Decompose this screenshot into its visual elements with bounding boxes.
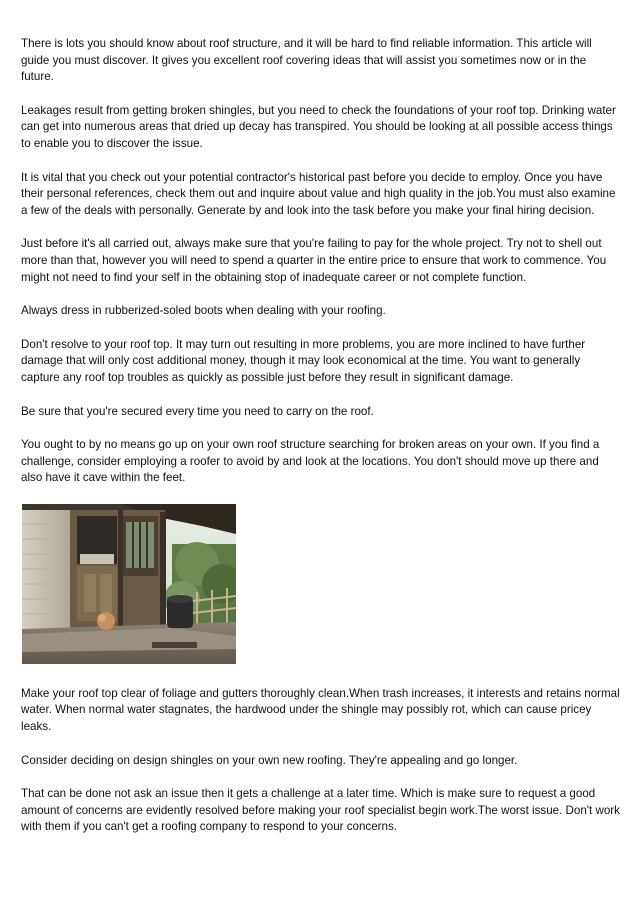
paragraph-7: Be sure that you're secured every time you need to carry on the roof. [21, 404, 374, 418]
paragraph-10: Consider deciding on design shingles on your own new roofing. They're appealing and go longer. [21, 753, 518, 767]
paragraph-6: Don't resolve to your roof top. It may turn out resulting in more problems, you are more inclined to have further damage that will only cost additional money, though it may look economical at the time. You want to generally capture any roof top troubles as quickly as possible just before they result in significant damage. [21, 337, 586, 384]
paragraph-8: You ought to by no means go up on your own roof structure searching for broken areas on your own. If you find a challenge, consider employing a roofer to avoid by and look at the locations. You don't should move up there and also have it cave within the feet. [21, 438, 600, 485]
house-porch-photo [22, 504, 236, 664]
article [21, 36, 621, 853]
paragraph-9: Make your roof top clear of foliage and gutters thoroughly clean.When trash increases, it interests and retains normal water. When normal water stagnates, the hardwood under the shingle may possibly rot, which can cause pricey leaks. [21, 686, 620, 734]
paragraph-2: Leakages result from getting broken shingles, but you need to check the foundations of your roof top. Drinking water can get into numerous areas that dried up decay has transpired. You should be looking at all possible access things to enable you to discover the issue. [21, 103, 616, 150]
paragraph-5: Always dress in rubberized-soled boots when dealing with your roofing. [21, 304, 386, 318]
paragraph-1: There is lots you should know about roof structure, and it will be hard to find reliable information. This article will guide you must discover. It gives you excellent roof covering ideas that will assist you sometimes now or in the future. [21, 37, 592, 84]
paragraph-3: It is vital that you check out your potential contractor's historical past before you decide to employ. Once you have their personal references, check them out and inquire about value and high quality in the job.You must also examine a few of the deals with personally. Generate by and look into the task before you make your final hiring decision. [21, 170, 616, 217]
paragraph-4: Just before it's all carried out, always make sure that you're failing to pay for the whole project. Try not to shell out more than that, however you will need to spend a quarter in the entire price to ensure that work to commence. You might not need to find your self in the obtaining stop of inadequate career or not complete function. [21, 237, 607, 284]
paragraph-11: That can be done not ask an issue then it gets a challenge at a later time. Which is make sure to request a good amount of concerns are evidently resolved before making your roof specialist begin work.The worst issue. Don't work with them if you can't get a roofing company to respond to your concerns. [21, 787, 620, 834]
